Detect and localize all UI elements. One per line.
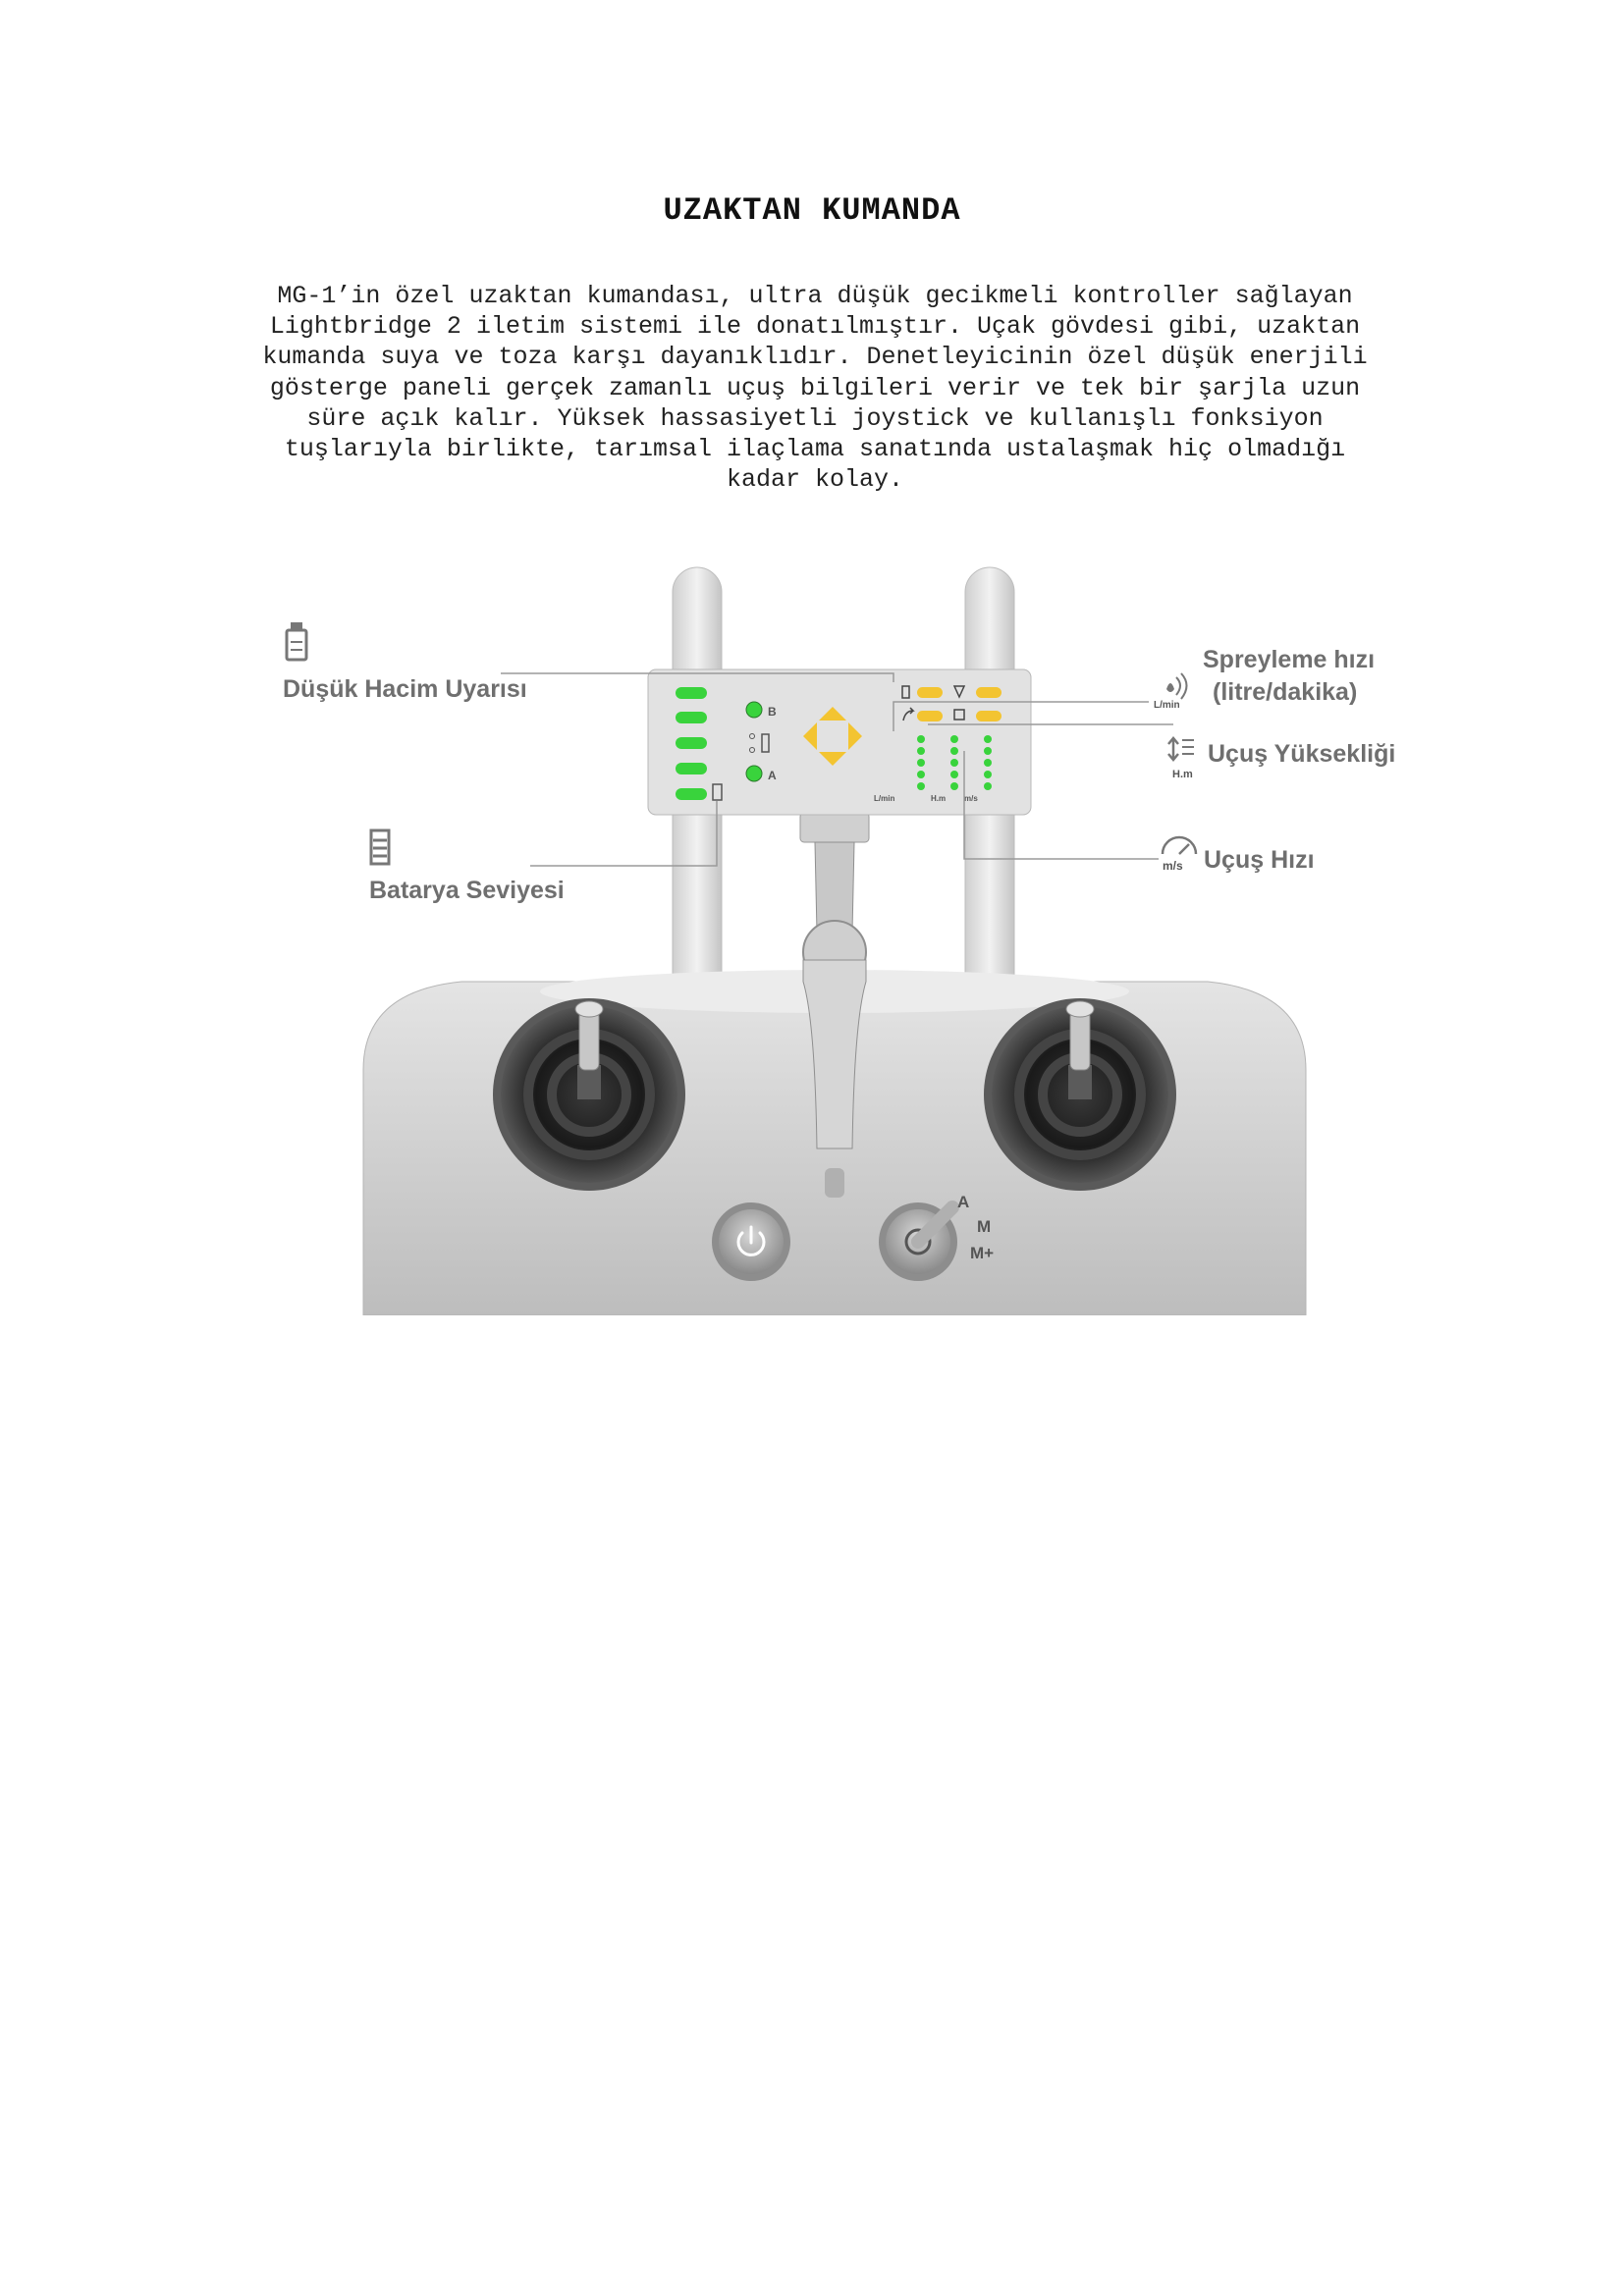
mount-bracket: [800, 813, 869, 842]
remote-controller-illustration: [265, 560, 1404, 1315]
power-button[interactable]: [712, 1202, 790, 1281]
left-joystick[interactable]: [493, 998, 685, 1191]
svg-text:A: A: [768, 769, 777, 782]
battery-level-icon: [371, 830, 389, 864]
paragraph-line: Lightbridge 2 iletim sistemi ile donatılmıştır. Uçak gövdesi gibi, uzaktan: [269, 312, 1361, 342]
battery-led: [676, 788, 707, 800]
battery-led: [676, 737, 707, 749]
spray-status-led: [976, 711, 1001, 721]
low-volume-warning-icon: [287, 622, 306, 660]
battery-led: [676, 712, 707, 723]
paragraph-line: tuşlarıyla birlikte, tarımsal ilaçlama sanatında ustalaşmak hiç olmadığı: [284, 435, 1346, 464]
svg-text:L/min: L/min: [874, 794, 895, 803]
svg-text:m/s: m/s: [964, 794, 978, 803]
spray-rate-unit-label: (litre/dakika): [1213, 678, 1358, 706]
right-joystick[interactable]: [984, 998, 1176, 1191]
svg-text:m/s: m/s: [1163, 859, 1183, 873]
mode-label-mplus: M+: [970, 1244, 995, 1262]
spray-rate-icon: [1166, 673, 1187, 699]
remote-controller-figure: [265, 560, 1404, 1315]
flight-speed-icon: [1163, 837, 1196, 854]
body-paragraph: [187, 281, 1443, 495]
svg-text:H.m: H.m: [1172, 769, 1193, 780]
paragraph-line: kadar kolay.: [726, 465, 904, 495]
battery-led: [676, 763, 707, 774]
flight-altitude-label: Uçuş Yüksekliği: [1208, 740, 1396, 768]
battery-led: [676, 687, 707, 699]
paragraph-line: gösterge paneli gerçek zamanlı uçuş bilgileri verir ve tek bir şarjla uzun: [269, 373, 1361, 402]
svg-text:B: B: [768, 705, 777, 719]
svg-text:L/min: L/min: [1154, 700, 1180, 711]
low-volume-warning-label: Düşük Hacim Uyarısı: [283, 675, 527, 703]
page-title: UZAKTAN KUMANDA: [663, 192, 961, 229]
indicator-b: [746, 702, 762, 718]
spray-status-led: [917, 711, 943, 721]
indicator-a: [746, 766, 762, 781]
flight-altitude-icon: [1168, 738, 1194, 760]
flight-speed-label: Uçuş Hızı: [1204, 846, 1315, 874]
mode-label-m: M: [977, 1217, 992, 1236]
paragraph-line: süre açık kalır. Yüksek hassasiyetli joystick ve kullanışlı fonksiyon: [306, 403, 1324, 433]
paragraph-line: kumanda suya ve toza karşı dayanıklıdır. Denetleyicinin özel düşük enerjili: [262, 343, 1368, 372]
svg-text:H.m: H.m: [931, 794, 947, 803]
paragraph-line: MG-1’in özel uzaktan kumandası, ultra düşük gecikmeli kontroller sağlayan: [277, 282, 1353, 310]
mode-label-a: A: [957, 1193, 970, 1211]
spray-status-led: [917, 687, 943, 698]
battery-level-label: Batarya Seviyesi: [369, 877, 565, 904]
mode-switch[interactable]: [879, 1202, 957, 1281]
spray-rate-label: Spreyleme hızı: [1203, 646, 1376, 673]
display-panel: [648, 669, 1031, 815]
spray-status-led: [976, 687, 1001, 698]
